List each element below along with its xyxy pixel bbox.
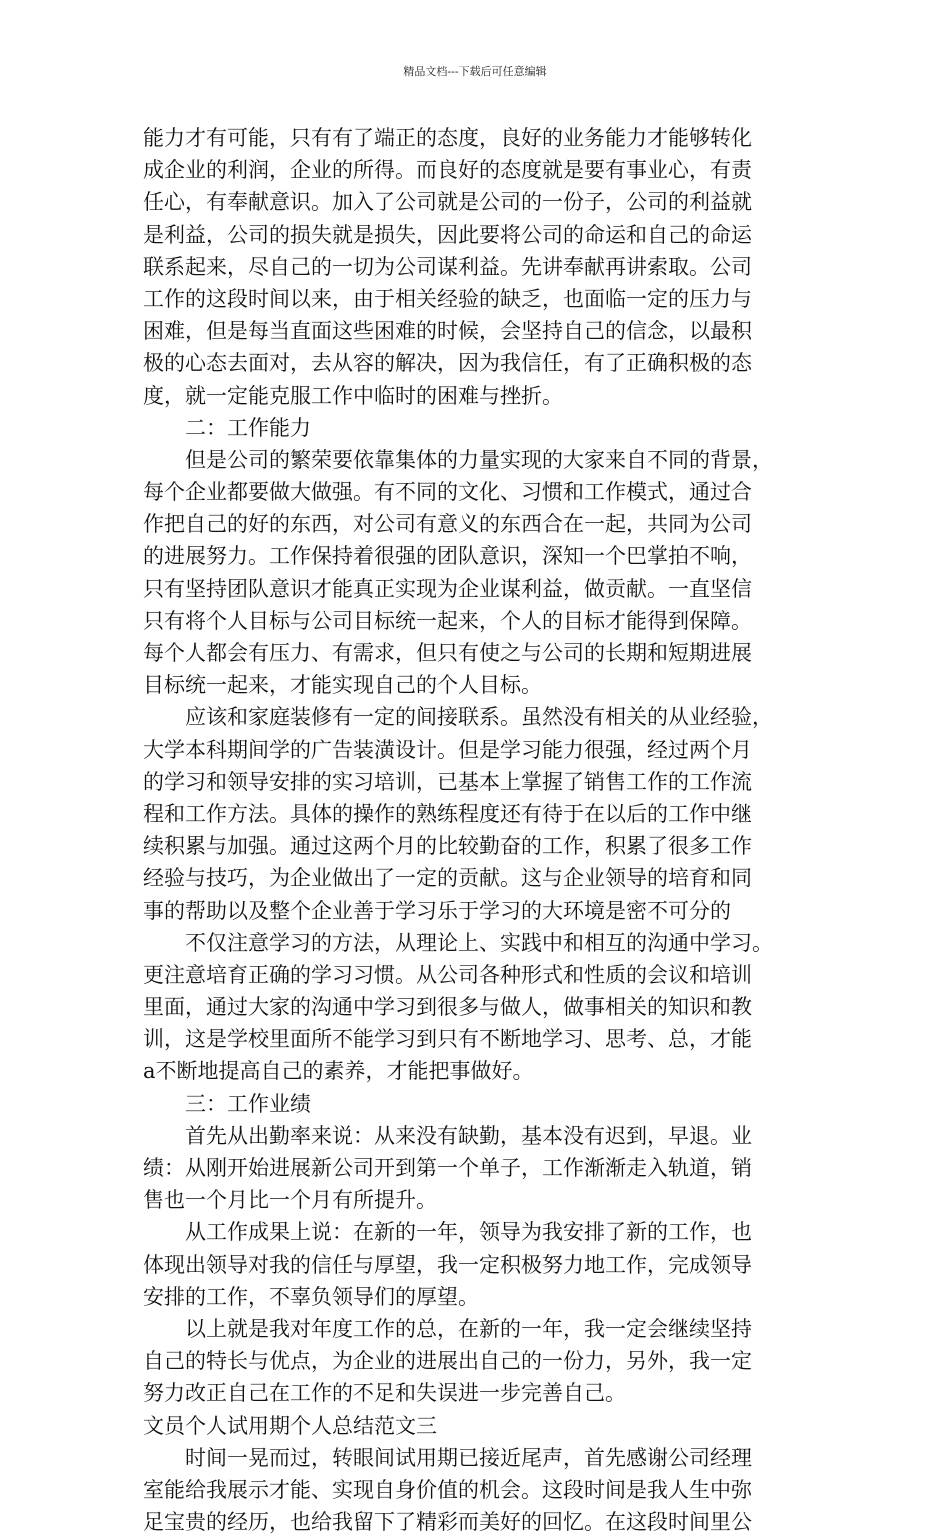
text-line: 更注意培育正确的学习习惯。从公司各种形式和性质的会议和培训 [143, 962, 752, 987]
text-line: 自己的特长与优点，为企业的进展出自己的一份力，另外，我一定 [143, 1349, 752, 1374]
text-line: 联系起来，尽自己的一切为公司谋利益。先讲奉献再讲索取。公司 [143, 254, 752, 279]
text-line: 极的心态去面对，去从容的解决，因为我信任，有了正确积极的态 [143, 351, 752, 376]
text-line: 目标统一起来，才能实现自己的个人目标。 [143, 673, 542, 698]
text-line: 但是公司的繁荣要依靠集体的力量实现的大家来自不同的背景， [143, 447, 773, 472]
text-line: 文员个人试用期个人总结范文三 [143, 1413, 437, 1438]
text-line: 体现出领导对我的信任与厚望，我一定积极努力地工作，完成领导 [143, 1252, 752, 1277]
text-line: 事的帮助以及整个企业善于学习乐于学习的大环境是密不可分的 [143, 898, 731, 923]
text-line: 训，这是学校里面所不能学习到只有不断地学习、思考、总，才能 [143, 1027, 752, 1052]
text-line: 成企业的利润，企业的所得。而良好的态度就是要有事业心，有责 [143, 158, 752, 183]
text-line: 程和工作方法。具体的操作的熟练程度还有待于在以后的工作中继 [143, 801, 752, 826]
text-line: 里面，通过大家的沟通中学习到很多与做人，做事相关的知识和教 [143, 995, 752, 1020]
text-line: 作把自己的好的东西，对公司有意义的东西合在一起，共同为公司 [143, 512, 752, 537]
text-line: 应该和家庭装修有一定的间接联系。虽然没有相关的从业经验， [143, 705, 773, 730]
page-header: 精品文档---下载后可任意编辑 [403, 65, 547, 78]
text-line: 度，就一定能克服工作中临时的困难与挫折。 [143, 383, 563, 408]
text-line: 二：工作能力 [143, 415, 311, 440]
text-line: 时间一晃而过，转眼间试用期已接近尾声，首先感谢公司经理 [143, 1445, 752, 1470]
text-line: 绩：从刚开始进展新公司开到第一个单子，工作渐渐走入轨道，销 [143, 1156, 752, 1180]
text-line: 能力才有可能，只有有了端正的态度，良好的业务能力才能够转化 [143, 126, 752, 150]
text-line: 售也一个月比一个月有所提升。 [143, 1188, 437, 1213]
text-line: 的进展努力。工作保持着很强的团队意识，深知一个巴掌拍不响， [143, 544, 752, 569]
text-line: 只有坚持团队意识才能真正实现为企业谋利益，做贡献。一直坚信 [143, 576, 752, 601]
document-body [143, 122, 807, 1538]
text-line: 每个人都会有压力、有需求，但只有使之与公司的长期和短期进展 [143, 641, 752, 665]
text-line: 足宝贵的经历，也给我留下了精彩而美好的回忆。在这段时间里公 [143, 1510, 752, 1535]
text-line: 续积累与加强。通过这两个月的比较勤奋的工作，积累了很多工作 [143, 834, 752, 859]
text-line: 经验与技巧，为企业做出了一定的贡献。这与企业领导的培育和同 [143, 866, 752, 891]
text-line: 任心，有奉献意识。加入了公司就是公司的一份子，公司的利益就 [143, 190, 752, 215]
text-line: 以上就是我对年度工作的总，在新的一年，我一定会继续坚持 [143, 1316, 752, 1341]
text-line: 三：工作业绩 [143, 1091, 311, 1116]
text-line: 只有将个人目标与公司目标统一起来，个人的目标才能得到保障。 [143, 608, 752, 633]
text-line: 的学习和领导安排的实习培训，已基本上掌握了销售工作的工作流 [143, 769, 752, 794]
text-line: 是利益，公司的损失就是损失，因此要将公司的命运和自己的命运 [143, 222, 752, 247]
text-line: 不仅注意学习的方法，从理论上、实践中和相互的沟通中学习。 [143, 930, 773, 955]
text-line: a不断地提高自己的素养，才能把事做好。 [143, 1059, 534, 1084]
text-line: 工作的这段时间以来，由于相关经验的缺乏，也面临一定的压力与 [143, 286, 752, 311]
text-line: 安排的工作，不辜负领导们的厚望。 [143, 1284, 479, 1309]
text-line: 困难，但是每当直面这些困难的时候，会坚持自己的信念，以最积 [143, 319, 752, 344]
text-line: 从工作成果上说：在新的一年，领导为我安排了新的工作，也 [143, 1220, 752, 1245]
text-line: 努力改正自己在工作的不足和失误进一步完善自己。 [143, 1381, 626, 1406]
text-line: 室能给我展示才能、实现自身价值的机会。这段时间是我人生中弥 [143, 1477, 752, 1502]
text-line: 首先从出勤率来说：从来没有缺勤，基本没有迟到，早退。业 [143, 1123, 752, 1148]
text-line: 每个企业都要做大做强。有不同的文化、习惯和工作模式，通过合 [143, 480, 752, 505]
text-line: 大学本科期间学的广告装潢设计。但是学习能力很强，经过两个月 [143, 737, 752, 762]
